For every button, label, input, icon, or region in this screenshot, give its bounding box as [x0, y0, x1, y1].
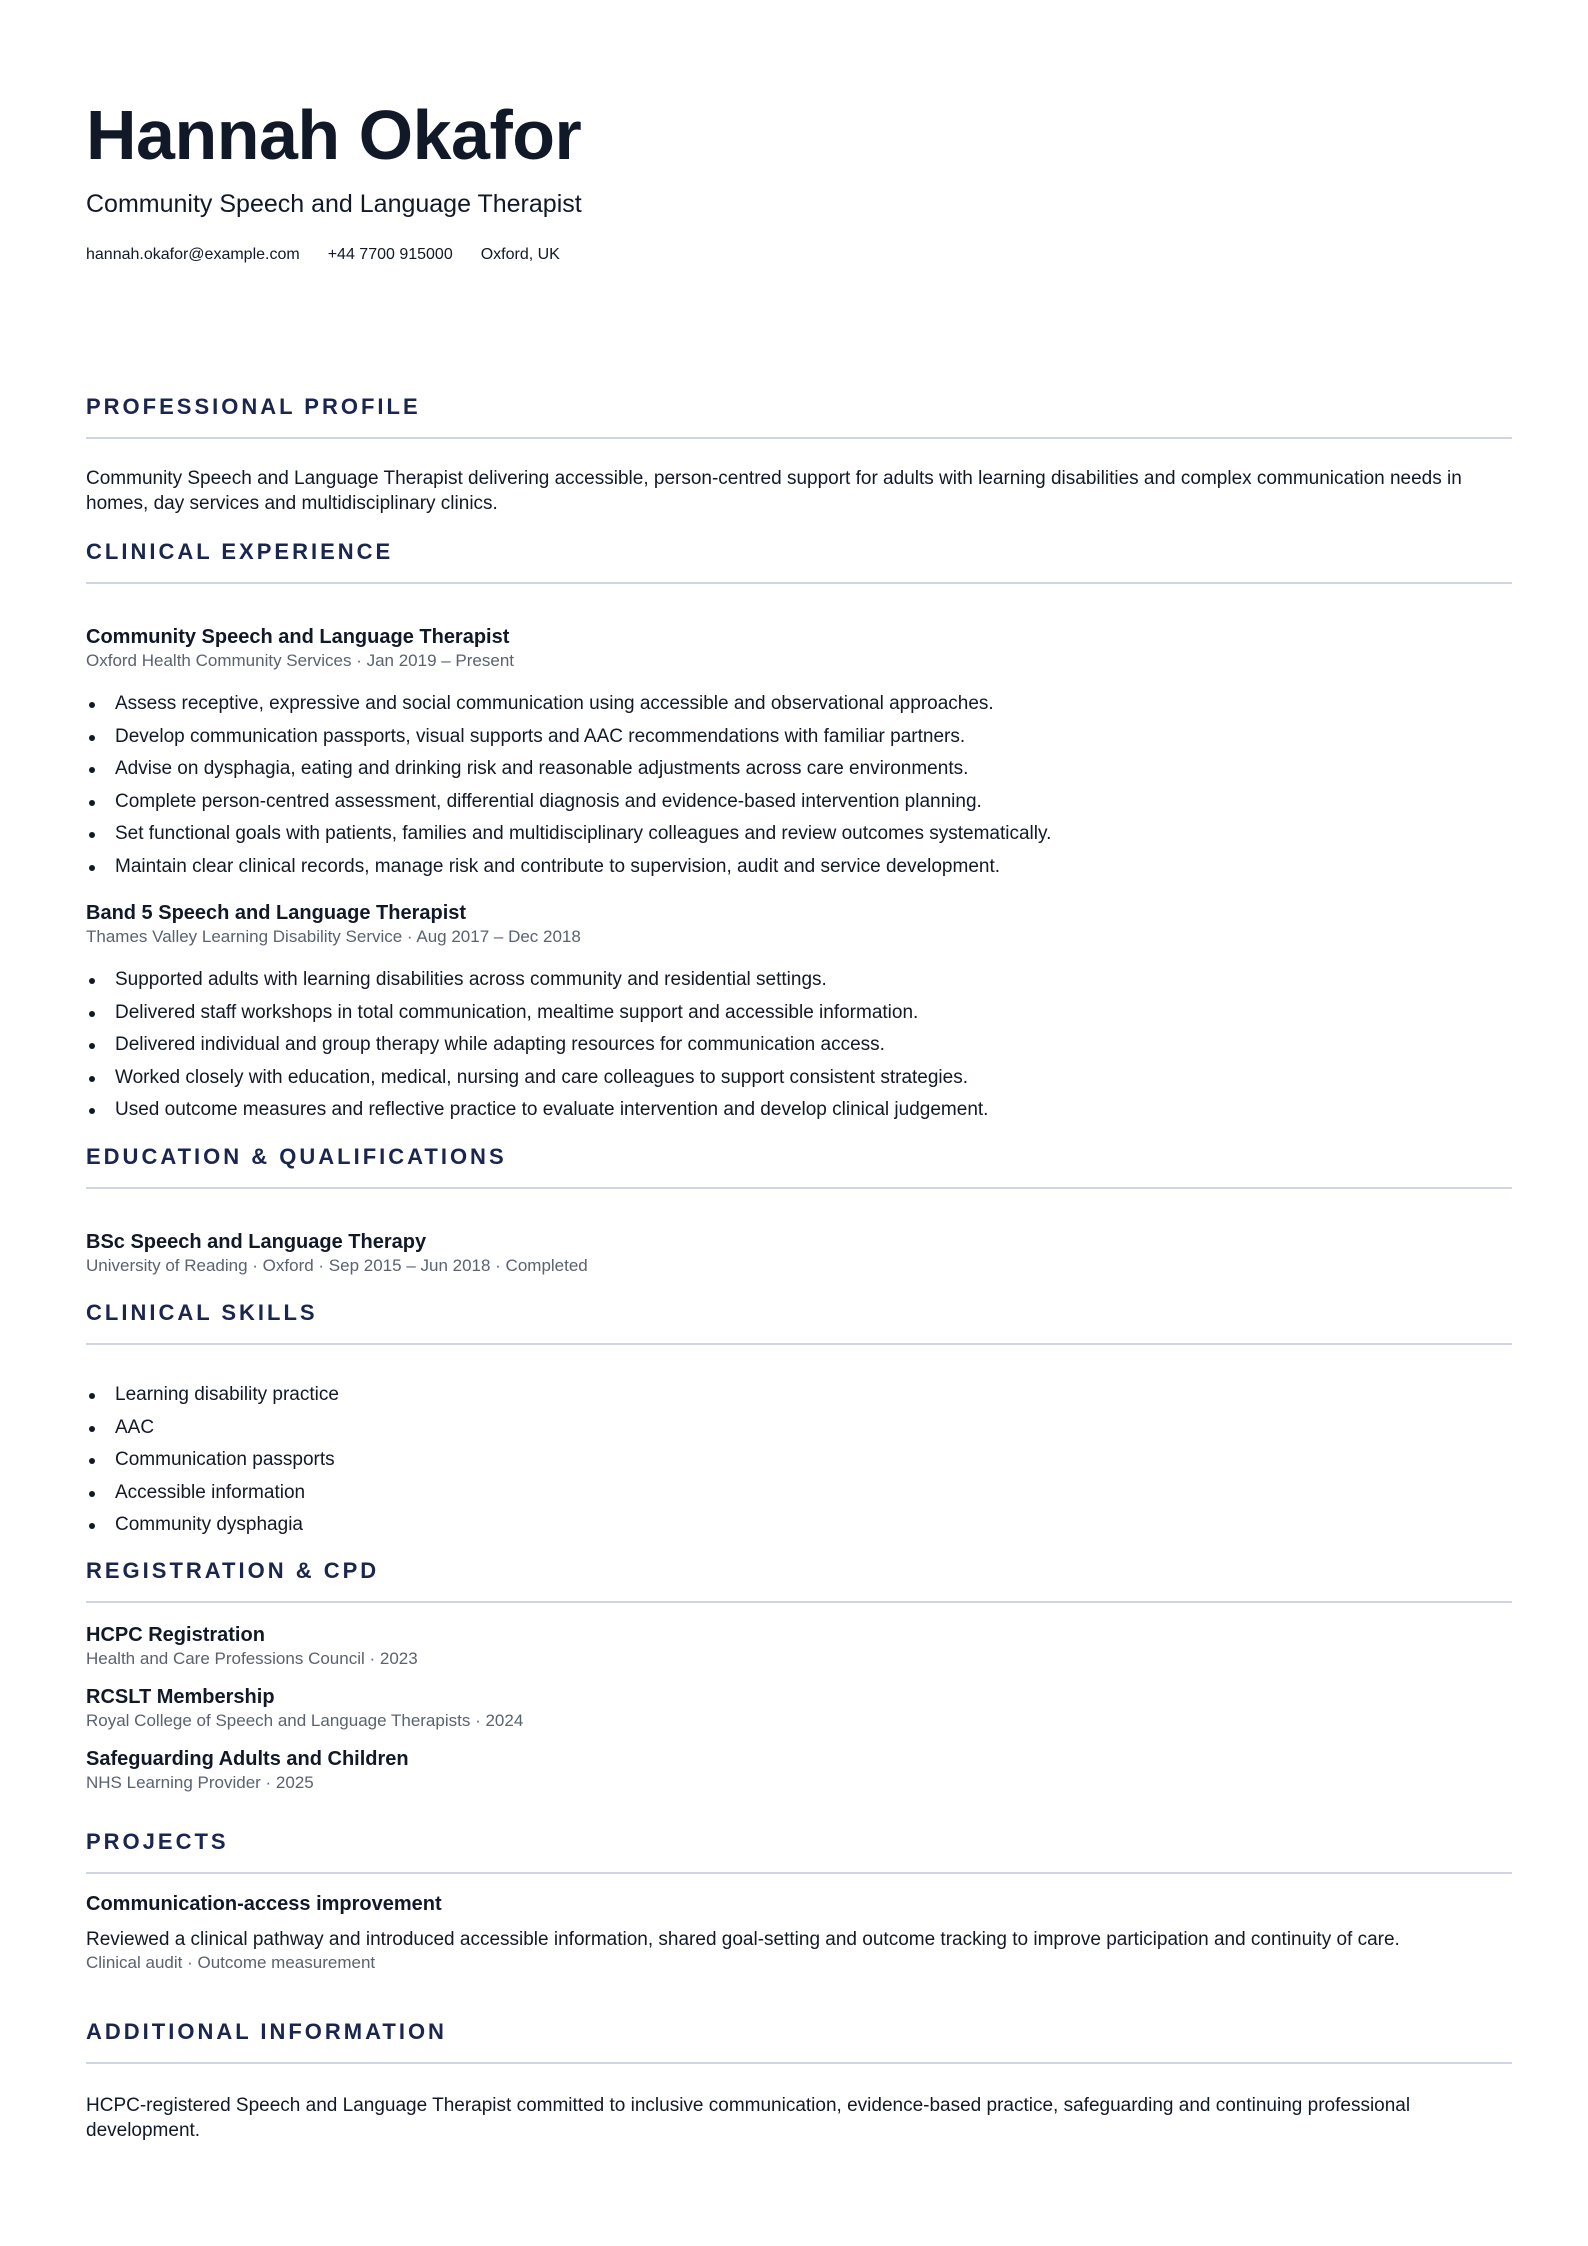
- contact-phone[interactable]: +44 7700 915000: [327, 246, 453, 263]
- job-entry: [86, 624, 1512, 883]
- registration-meta: Health and Care Professions Council · 2023: [86, 1649, 418, 1668]
- project-description: Reviewed a clinical pathway and introduced accessible information, shared goal-setting and outcome tracking to improve participation and continuity of care.: [86, 1929, 1400, 1950]
- contact-row: [86, 244, 560, 266]
- job-bullet: Supported adults with learning disabilities across community and residential settings.: [86, 964, 1512, 997]
- section-clinical-experience: [86, 538, 1512, 1127]
- section-projects: [86, 1828, 1512, 1974]
- registration-entry: [86, 1622, 1512, 1670]
- job-bullet: Assess receptive, expressive and social communication using accessible and observational approaches.: [86, 688, 1512, 721]
- skill-item: Community dysphagia: [86, 1509, 1512, 1542]
- section-registration-cpd: [86, 1557, 1512, 1794]
- degree-meta: University of Reading · Oxford · Sep 2015 – Jun 2018 · Completed: [86, 1256, 588, 1275]
- degree-title: BSc Speech and Language Therapy: [86, 1231, 427, 1253]
- skill-item: AAC: [86, 1412, 1512, 1445]
- skill-item: Accessible information: [86, 1477, 1512, 1510]
- section-heading: CLINICAL SKILLS: [86, 1300, 318, 1325]
- section-heading: CLINICAL EXPERIENCE: [86, 539, 394, 564]
- section-education: [86, 1143, 1512, 1277]
- skill-item: Communication passports: [86, 1444, 1512, 1477]
- section-additional-information: [86, 2018, 1512, 2143]
- section-heading: ADDITIONAL INFORMATION: [86, 2019, 447, 2044]
- job-bullet: Maintain clear clinical records, manage risk and contribute to supervision, audit and service development.: [86, 851, 1512, 884]
- section-divider: [86, 437, 1512, 439]
- section-heading: EDUCATION & QUALIFICATIONS: [86, 1144, 507, 1169]
- registration-meta: NHS Learning Provider · 2025: [86, 1773, 314, 1792]
- job-bullet: Develop communication passports, visual supports and AAC recommendations with familiar partners.: [86, 721, 1512, 754]
- job-bullet: Used outcome measures and reflective practice to evaluate intervention and develop clinical judgement.: [86, 1094, 1512, 1127]
- section-clinical-skills: [86, 1299, 1512, 1542]
- candidate-headline: Community Speech and Language Therapist: [86, 190, 582, 218]
- job-bullet: Complete person-centred assessment, differential diagnosis and evidence-based intervention planning.: [86, 786, 1512, 819]
- job-bullets: [86, 688, 1512, 883]
- education-entry: [86, 1229, 1512, 1277]
- registration-title: Safeguarding Adults and Children: [86, 1748, 409, 1770]
- job-meta: Thames Valley Learning Disability Service · Aug 2017 – Dec 2018: [86, 927, 581, 946]
- job-title: Community Speech and Language Therapist: [86, 626, 510, 648]
- candidate-name: Hannah Okafor: [86, 96, 582, 174]
- contact-location: Oxford, UK: [480, 246, 560, 263]
- section-divider: [86, 1601, 1512, 1603]
- section-heading: REGISTRATION & CPD: [86, 1558, 380, 1583]
- section-divider: [86, 2062, 1512, 2064]
- job-bullet: Delivered individual and group therapy while adapting resources for communication access.: [86, 1029, 1512, 1062]
- job-bullet: Advise on dysphagia, eating and drinking risk and reasonable adjustments across care environments.: [86, 753, 1512, 786]
- section-divider: [86, 1343, 1512, 1345]
- skills-list: [86, 1379, 1512, 1542]
- additional-text: HCPC-registered Speech and Language Therapist committed to inclusive communication, evidence-based practice, safeguarding and continuing professional development.: [86, 2095, 1411, 2141]
- project-entry: [86, 1891, 1512, 1974]
- job-bullets: [86, 964, 1512, 1127]
- profile-summary: Community Speech and Language Therapist delivering accessible, person-centred support for adults with learning disabilities and complex communication needs in homes, day services and multidisciplinary clinics.: [86, 468, 1462, 514]
- contact-email[interactable]: hannah.okafor@example.com: [86, 246, 300, 263]
- registration-title: HCPC Registration: [86, 1624, 265, 1646]
- skill-item: Learning disability practice: [86, 1379, 1512, 1412]
- job-bullet: Set functional goals with patients, families and multidisciplinary colleagues and review outcomes systematically.: [86, 818, 1512, 851]
- section-professional-profile: [86, 393, 1512, 516]
- job-bullet: Delivered staff workshops in total communication, mealtime support and accessible information.: [86, 997, 1512, 1030]
- project-title: Communication-access improvement: [86, 1893, 442, 1915]
- job-entry: [86, 900, 1512, 1127]
- project-tags: Clinical audit · Outcome measurement: [86, 1953, 376, 1972]
- section-heading: PROFESSIONAL PROFILE: [86, 394, 421, 419]
- job-bullet: Worked closely with education, medical, nursing and care colleagues to support consistent strategies.: [86, 1062, 1512, 1095]
- section-divider: [86, 582, 1512, 584]
- section-divider: [86, 1187, 1512, 1189]
- registration-title: RCSLT Membership: [86, 1686, 275, 1708]
- section-heading: PROJECTS: [86, 1829, 229, 1854]
- registration-meta: Royal College of Speech and Language Therapists · 2024: [86, 1711, 524, 1730]
- registration-entry: [86, 1746, 1512, 1794]
- job-meta: Oxford Health Community Services · Jan 2019 – Present: [86, 651, 515, 670]
- registration-entry: [86, 1684, 1512, 1732]
- job-title: Band 5 Speech and Language Therapist: [86, 902, 467, 924]
- section-divider: [86, 1872, 1512, 1874]
